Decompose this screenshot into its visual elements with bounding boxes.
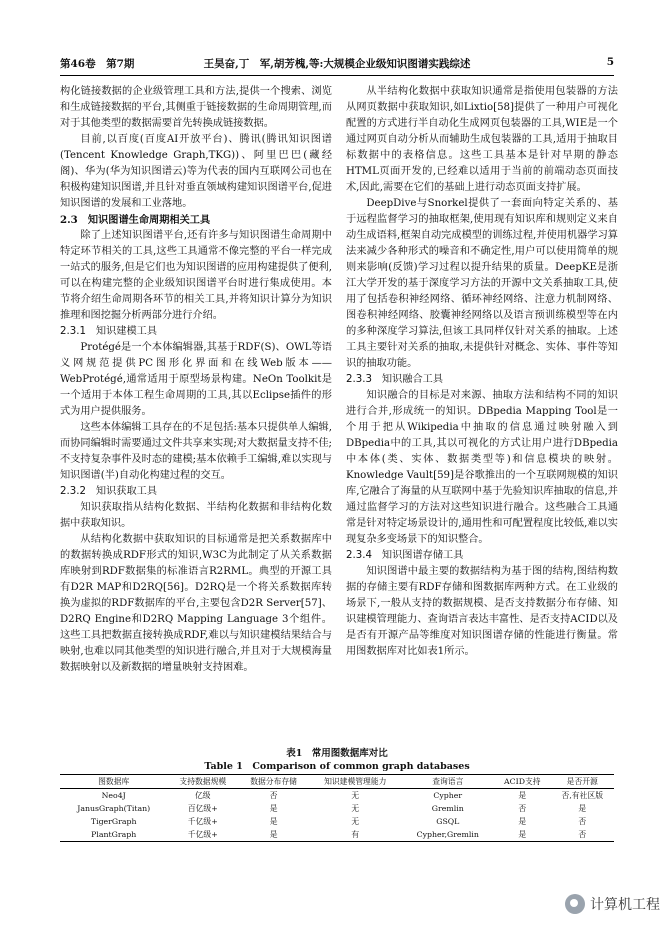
table-caption (60, 747, 614, 773)
table-header-row (60, 775, 614, 789)
table-cell: 是 (518, 830, 527, 839)
column-header: 图数据库 (98, 777, 130, 786)
paragraph: 从结构化数据中获取知识的目标通常是把关系数据库中的数据转换成RDF形式的知识,W3C为此制定了从关系数据库映射到RDF数据集的标准语言R2RML。典型的开源工具有D2R MAP和D2RQ[56]。D2RQ是一个将关系数据库转换为虚拟的RDF数据库的平台,主要包含D2R Server[57]、D2RQ Engine和D2RQ Mapping Language 3个组件。这些工具把数据直接转换成RDF,难以与知识建模结果结合与映射,也难以同其他类型的知识进行融合,并且对于大规模海量数据映射以及新数据的增量映射支持困难。 (60, 534, 332, 673)
table-cell: 百亿级+ (187, 804, 218, 813)
table-cell: 是 (269, 804, 278, 813)
table-cell: 是 (578, 804, 587, 813)
subsection-heading (60, 484, 332, 500)
article-running-title: 王昊奋,丁 军,胡芳槐,等:大规模企业级知识图谱实践综述 (203, 58, 471, 70)
table-cell: Neo4J (101, 791, 126, 800)
watermark-label: 计算机工程 (590, 897, 660, 913)
wechat-watermark (565, 894, 660, 914)
paragraph: DeepDive与Snorkel提供了一套面向特定关系的、基于远程监督学习的抽取框架,使用现有知识库和规则定义来自动生成语料,框架自动完成模型的训练过程,并使用机器学习算法来减少各种形式的噪音和不确定性,用户可以使用简单的规则来影响(反馈)学习过程以提升结果的质量。DeepKE是浙江大学开发的基于深度学习方法的开源中文关系抽取工具,使用了包括卷积神经网络、循环神经网络、注意力机制网络、图卷积神经网络、胶囊神经网络以及语言预训练模型等在内的多种深度学习算法,但该工具同样仅针对关系的抽取。上述工具主要针对关系的抽取,未提供针对概念、实体、事件等知识的抽取功能。 (346, 198, 618, 369)
subsection-title: 知识获取工具 (95, 486, 158, 497)
left-column (60, 84, 332, 676)
wechat-logo-icon (565, 894, 585, 914)
subsection-heading (346, 548, 618, 564)
subsection-heading (60, 324, 332, 340)
table-cell: 有 (351, 830, 360, 839)
table-cell: 是 (518, 791, 527, 800)
paragraph: 除了上述知识图谱平台,还有许多与知识图谱生命周期中特定环节相关的工具,这些工具通常不像完整的平台一样完成一站式的服务,但是它们也为知识图谱的应用构建提供了便利,可以在构建完整的企业级知识图谱平台时进行集成使用。本节将介绍生命周期各环节的相关工具,并将知识计算分为知识推理和图挖掘分析两部分进行介绍。 (60, 230, 332, 321)
column-header: 知识建模管理能力 (324, 777, 387, 786)
paragraph: 知识融合的目标是对来源、抽取方法和结构不同的知识进行合并,形成统一的知识。DBpedia Mapping Tool是一个用于把从Wikipedia中抽取的信息通过映射融入到DBpedia中的工具,其以可视化的方式让用户进行DBpedia中本体(类、实体、数据类型等)和信息模块的映射。Knowledge Vault[59]是谷歌推出的一个互联网规模的知识库,它融合了海量的从互联网中基于先验知识库抽取的信息,并通过监督学习的方法对这些知识进行融合。这些融合工具通常是针对特定场景设计的,通用性和可配置程度比较低,难以实现复杂多变场景下的知识整合。 (346, 390, 618, 545)
table-cell: TigerGraph (90, 817, 137, 826)
page-number: 5 (606, 56, 614, 68)
table-cell: 无 (351, 817, 360, 826)
table-row (60, 802, 614, 815)
subsection-title: 知识融合工具 (381, 374, 444, 385)
table-cell: Cypher,Gremlin (416, 830, 479, 839)
subsection-heading (346, 372, 618, 388)
running-header (60, 56, 614, 72)
right-column (346, 84, 618, 660)
table-cell: 千亿级+ (187, 830, 218, 839)
table-cell: PlantGraph (91, 830, 137, 839)
paragraph: 目前,以百度(百度AI开放平台)、腾讯(腾讯知识图谱(Tencent Knowledge Graph,TKG))、阿里巴巴(藏经阁)、华为(华为知识图谱云)等为代表的国内互联网公司也在积极构建知识图谱,并且针对垂直领域构建知识图谱平台,促进知识图谱的发展和工业落地。 (60, 134, 332, 209)
table-cell: 否 (578, 830, 587, 839)
table-row (60, 789, 614, 803)
column-header: 查询语言 (432, 777, 464, 786)
subsection-title: 知识图谱存储工具 (381, 550, 464, 561)
table-cell: 否 (518, 804, 527, 813)
table-cell: 是 (518, 817, 527, 826)
table-row (60, 815, 614, 828)
table-cell: 否 (578, 817, 587, 826)
column-header: 是否开源 (566, 777, 598, 786)
paragraph: 这些本体编辑工具存在的不足包括:基本只提供单人编辑,而协同编辑时需要通过文件共享来实现;对大数据量支持不佳;不支持复杂事件及时态的建模;基本依赖手工编辑,难以实现与知识图谱(半)自动化构建过程的交互。 (60, 422, 332, 481)
subsection-number: 2.3.2 (60, 486, 86, 497)
subsection-number: 2.3.4 (346, 550, 372, 561)
subsection-number: 2.3.3 (346, 374, 372, 385)
table-cell: 千亿级+ (187, 817, 218, 826)
table-cell: Cypher (433, 791, 463, 800)
header-rule (60, 75, 614, 76)
table-cell: 否,有社区版 (561, 791, 603, 800)
table-cell: 无 (351, 791, 360, 800)
table-caption-en: Table 1 Comparison of common graph databases (204, 761, 470, 772)
table-cell: 亿级 (195, 791, 211, 800)
table-cell: 否 (269, 791, 278, 800)
table-cell: JanusGraph(Titan) (77, 804, 151, 813)
graph-database-comparison-table (60, 774, 614, 842)
section-heading: 2.3 知识图谱生命周期相关工具 (60, 214, 211, 226)
paragraph: 知识获取指从结构化数据、半结构化数据和非结构化数据中获取知识。 (60, 502, 332, 529)
table-cell: Gremlin (431, 804, 464, 813)
table-cell: 是 (269, 817, 278, 826)
paragraph: 知识图谱中最主要的数据结构为基于图的结构,图结构数据的存储主要有RDF存储和图数据库两种方式。在工业级的场景下,一般从支持的数据规模、是否支持数据分布存储、知识建模管理能力、查询语言表达丰富性、是否支持ACID以及是否有开源产品等维度对知识图谱存储的性能进行衡量。常用图数据库对比如表1所示。 (346, 566, 618, 657)
subsection-number: 2.3.1 (60, 326, 86, 337)
table-caption-cn: 表1 常用图数据库对比 (286, 748, 388, 759)
column-header: 数据分布存储 (250, 777, 297, 786)
journal-volume: 第46卷 第7期 (60, 58, 135, 70)
paragraph: 从半结构化数据中获取知识通常是指使用包装器的方法从网页数据中获取知识,如Lixtio[58]提供了一种用户可视化配置的方式进行半自动化生成网页包装器的工具,WIE是一个通过网页自动分析从而辅助生成包装器的工具,适用于抽取目标数据中的表格信息。这些工具基本是针对早期的静态HTML页面开发的,已经难以适用于当前的前端动态页面技术,因此,需要在它们的基础上进行动态页面支持扩展。 (346, 86, 618, 193)
column-header: 支持数据规模 (179, 777, 227, 786)
column-header: ACID支持 (504, 777, 541, 786)
table-cell: 是 (269, 830, 278, 839)
table-cell: 无 (351, 804, 360, 813)
paragraph: 构化链接数据的企业级管理工具和方法,提供一个搜索、浏览和生成链接数据的平台,其侧重于链接数据的生命周期管理,而对于其他类型的数据需要首先转换成链接数据。 (60, 86, 332, 129)
table-row (60, 828, 614, 842)
subsection-title: 知识建模工具 (95, 326, 158, 337)
paragraph: Protégé是一个本体编辑器,其基于RDF(S)、OWL等语义网规范提供PC图形化界面和在线Web版本——WebProtégé,通常适用于原型场景构建。NeOn Toolkit是一个适用于本体工程生命周期的工具,其以Eclipse插件的形式为用户提供服务。 (60, 342, 332, 417)
table-cell: GSQL (436, 817, 460, 826)
